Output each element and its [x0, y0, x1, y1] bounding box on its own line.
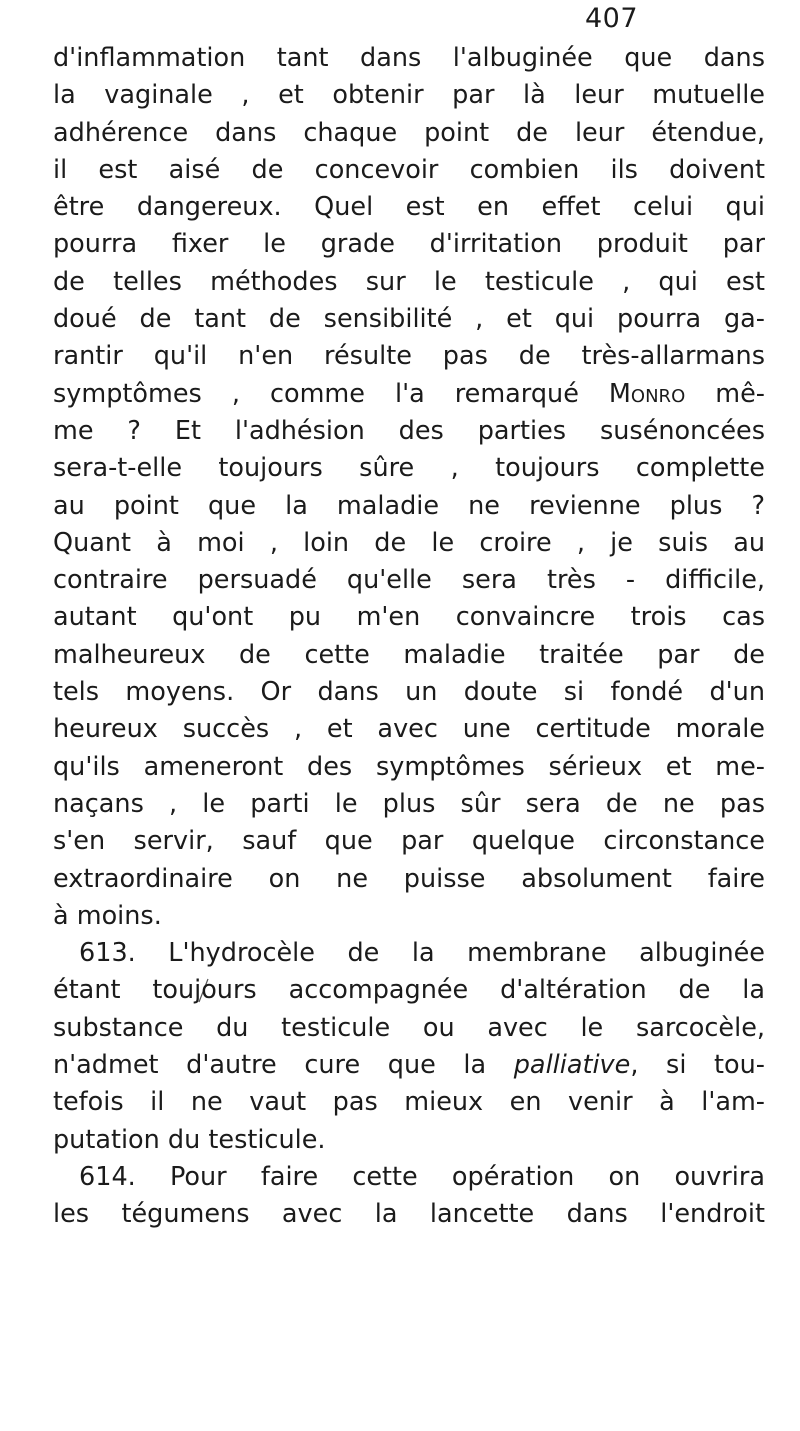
text-line: de telles méthodes sur le testicule , qui est: [53, 266, 765, 297]
text-line: 613. L'hydrocèle de la membrane albuginée: [79, 938, 765, 969]
text-line: Quant à moi , loin de le croire , je suis au: [53, 527, 765, 558]
text-line: heureux succès , et avec une certitude morale: [53, 714, 765, 745]
text-line: contraire persuadé qu'elle sera très - difficile,: [53, 565, 765, 596]
text-line: substance du testicule ou avec le sarcocèle,: [53, 1012, 765, 1043]
text-line: les tégumens avec la lancette dans l'endroit: [53, 1199, 765, 1230]
text-line-monro: [53, 376, 765, 413]
text-line: tels moyens. Or dans un doute si fondé d'un: [53, 677, 765, 708]
text-line: être dangereux. Quel est en effet celui qui: [53, 192, 765, 223]
text-line-palliative: [53, 1047, 765, 1084]
text-segment: , si tou-: [630, 1050, 765, 1081]
author-name-monro: Monro: [608, 378, 686, 409]
text-line: adhérence dans chaque point de leur étendue,: [53, 117, 765, 148]
text-line: s'en servir, sauf que par quelque circonstance: [53, 826, 765, 857]
paragraph-3: [53, 1159, 765, 1234]
page-number: 407: [585, 3, 639, 34]
text-line: d'inflammation tant dans l'albuginée que dans: [53, 43, 765, 73]
text-line: extraordinaire on ne puisse absolument faire: [53, 863, 765, 894]
text-line: me ? Et l'adhésion des parties susénoncées: [53, 415, 765, 446]
text-line: rantir qu'il n'en résulte pas de très-allarmans: [53, 341, 765, 372]
text-line: sera-t-elle toujours sûre , toujours complette: [53, 453, 765, 484]
text-line: pourra fixer le grade d'irritation produit par: [53, 229, 765, 260]
text-segment: mê-: [685, 378, 765, 409]
text-line: la vaginale , et obtenir par là leur mutuelle: [53, 80, 765, 111]
text-line: à moins.: [53, 900, 162, 931]
text-line: autant qu'ont pu m'en convaincre trois cas: [53, 602, 765, 633]
body-text: [53, 40, 765, 1234]
text-line: il est aisé de concevoir combien ils doivent: [53, 154, 765, 185]
paragraph-2: [53, 935, 765, 1159]
text-line: 614. Pour faire cette opération on ouvrira: [79, 1161, 765, 1192]
text-line: qu'ils ameneront des symptômes sérieux et me-: [53, 751, 765, 782]
text-line: malheureux de cette maladie traitée par de: [53, 639, 765, 670]
text-segment: n'admet d'autre cure que la: [53, 1050, 514, 1081]
text-line: tefois il ne vaut pas mieux en venir à l'am-: [53, 1087, 765, 1118]
text-segment: symptômes , comme l'a remarqué: [53, 378, 579, 409]
text-line: doué de tant de sensibilité , et qui pourra ga-: [53, 304, 765, 335]
paragraph-1: [53, 40, 765, 935]
text-line: étant toujours accompagnée d'altération de la: [53, 975, 765, 1006]
emphasis-palliative: palliative: [513, 1050, 631, 1081]
text-line: au point que la maladie ne revienne plus ?: [53, 490, 765, 521]
text-line: naçans , le parti le plus sûr sera de ne pas: [53, 788, 765, 819]
text-line: putation du testicule.: [53, 1124, 326, 1155]
